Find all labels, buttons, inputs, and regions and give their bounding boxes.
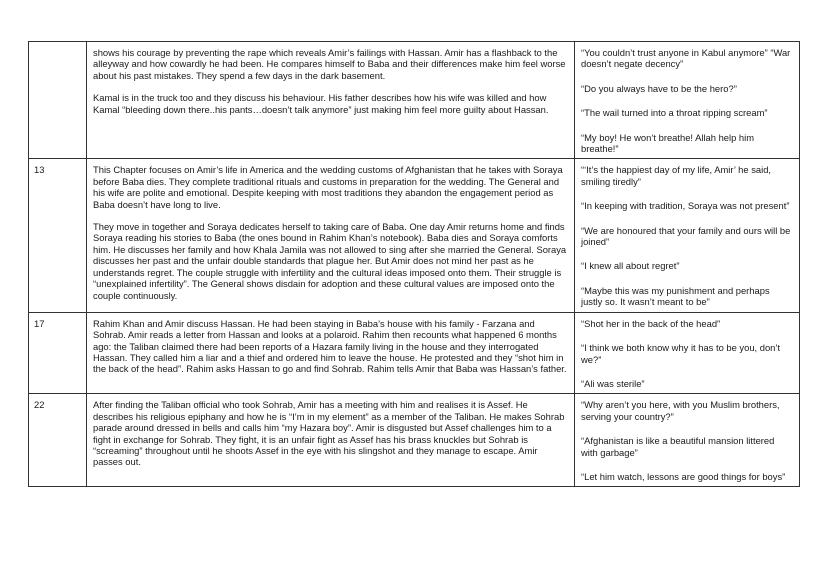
chapter-number-cell [29,42,87,159]
quotes-cell [575,394,800,487]
quote: “In keeping with tradition, Soraya was not present” [581,200,790,212]
chapter-number-cell: 22 [29,394,87,487]
quote: “Do you always have to be the hero?” [581,82,737,94]
quote: “My boy! He won’t breathe! Allah help him breathe!” [581,131,755,155]
summary-cell [87,312,575,394]
chapter-summary-table [28,41,800,487]
table-row [29,42,800,159]
quote: “Let him watch, lessons are good things for boys” [581,470,786,482]
summary-paragraph: shows his courage by preventing the rape which reveals Amir’s failings with Hassan. Amir has a flashback to the alleyway and how cowardly he had been. He compares himself to Baba and their differences make him feel worse about his past mistakes. They spend a few days in the dark basement. [93,47,566,81]
quote: “Maybe this was my punishment and perhaps justly so. It wasn’t meant to be” [581,284,770,308]
quote: “The wail turned into a throat ripping scream” [581,107,768,119]
quotes-cell [575,42,800,159]
quote: “I knew all about regret” [581,260,680,272]
summary-paragraph: They move in together and Soraya dedicates herself to taking care of Baba. One day Amir returns home and finds Soraya reading his stories to Baba (the ones bound in Rahim Khan’s notebook). Baba dies and Soraya comforts him. He discusses her family and how Khala Jamila was not allowed to sing after she married the General. Soraya discusses her past and the unfair double standards that plague her. But Amir does not mind her past as he understands regret. The couple struggle with infertility and the cultural ideas imposed onto them. Their struggle is “unexplained infertility”. The General shows disdain for adoption and these cultural values are imposed onto the couple continuously. [93,221,567,301]
summary-paragraph: After finding the Taliban official who took Sohrab, Amir has a meeting with him and realises it is Assef. He describes his religious epiphany and how he is “I’m in my element” as a member of the Taliban. He makes Sohrab parade around dressed in bells and calls him “my Hazara boy”. Amir is disgusted but Assef challenges him to a fight in exchange for Sohrab. They fight, it is an unfair fight as Assef has his brass knuckles but Sohrab is “screaming” throughout until he shoots Assef in the eye with his slingshot and they manage to escape. Amir passes out. [93,399,565,468]
quote: “You couldn’t trust anyone in Kabul anymore” “War doesn’t negate decency” [581,47,791,70]
quote: “Why aren’t you here, with you Muslim brothers, serving your country?” [581,399,780,422]
summary-paragraph: Rahim Khan and Amir discuss Hassan. He had been staying in Baba’s house with his family - Farzana and Sohrab. Amir reads a letter from Hassan and looks at a polaroid. Rahim then recounts what happened 6 months ago: the Taliban claimed there had been reports of a Hazara family living in the house and they interrogated Hassan. They called him a liar and a thief and ordered him to leave the house. He protested and they “shot him in the back of the head”. Rahim asks Hassan to go and find Sohrab. Rahim tells Amir that Baba was Hassan’s father. [93,317,567,375]
quote: “We are honoured that your family and ours will be joined” [581,224,791,248]
chapter-number-cell: 13 [29,159,87,312]
summary-paragraph: Kamal is in the truck too and they discuss his behaviour. His father describes how his wife was killed and how Kamal “bleeding down there..his pants…doesn’t talk anymore” just making him feel more guilty about Hassan. [93,92,549,115]
table-row [29,394,800,487]
quotes-cell [575,312,800,394]
summary-cell [87,394,575,487]
quote: “Afghanistan is like a beautiful mansion littered with garbage” [581,435,775,458]
quote: “I think we both know why it has to be you, don’t we?” [581,342,781,365]
quotes-cell [575,159,800,312]
quote: “‘It’s the happiest day of my life, Amir’ he said, smiling tiredly” [581,164,772,187]
summary-cell [87,159,575,312]
quote: “Ali was sterile” [581,377,645,389]
table-row [29,159,800,312]
summary-cell [87,42,575,159]
summary-paragraph: This Chapter focuses on Amir’s life in America and the wedding customs of Afghanistan that he takes with Soraya before Baba dies. They complete traditional rituals and customs in preparation for the wedding. The General and his wife are polite and emotional. Despite keeping with most traditions they abandon the engagement period as Baba doesn’t have long to live. [93,164,563,210]
chapter-number-cell: 17 [29,312,87,394]
table-row [29,312,800,394]
quote: “Shot her in the back of the head” [581,317,721,329]
